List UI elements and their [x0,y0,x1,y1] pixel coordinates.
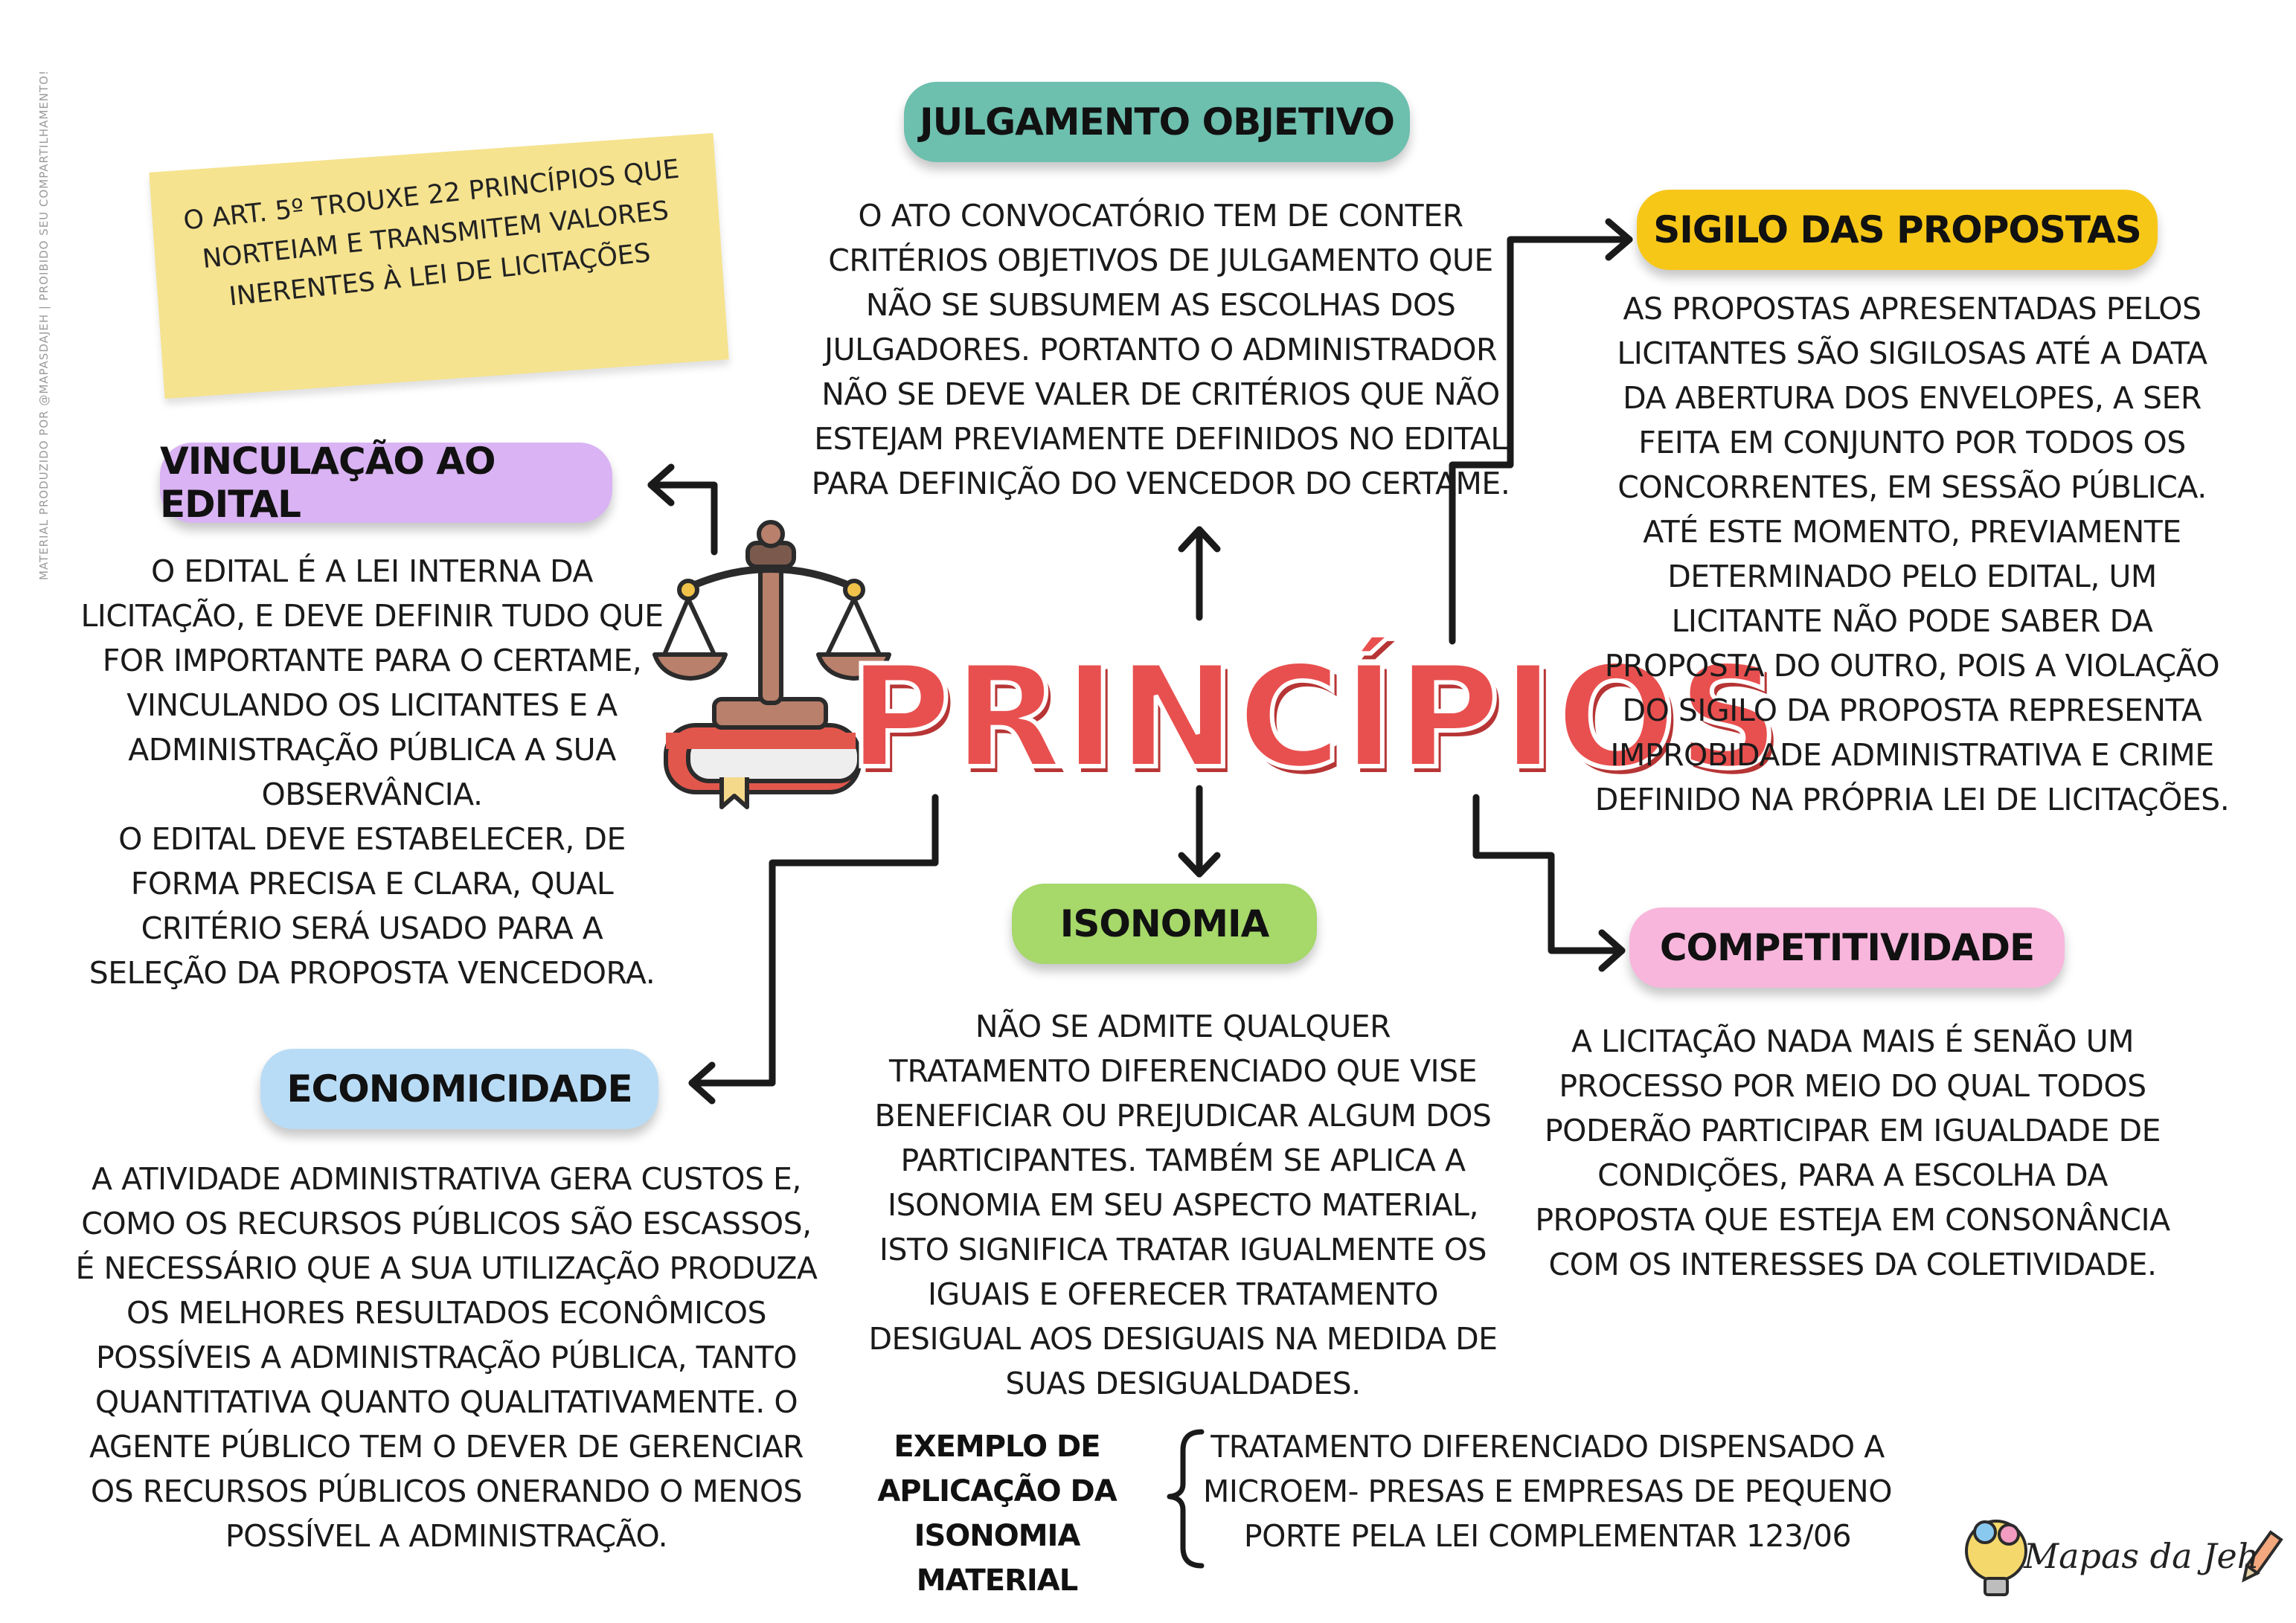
example-label [848,1424,1146,1603]
text-sigilo-das-propostas: AS PROPOSTAS APRESENTADAS PELOS LICITANTES SÃO SIGILOSAS ATÉ A DATA DA ABERTURA DOS ENVELOPES, A SER FEITA EM CONJUNTO POR TODOS OS CONCORRENTES, EM SESSÃO PÚBLICA. ATÉ ESTE MOMENTO, PREVIAMENTE DETERMINADO PELO EDITAL, UM LICITANTE NÃO PODE SABER DA PROPOSTA DO OUTRO, POIS A VIOLAÇÃO DO SIGILO DA PROPOSTA REPRESENTA IMPROBIDADE ADMINISTRATIVA E CRIME DEFINIDO NA PRÓPRIA LEI DE LICITAÇÕES. [1594,291,2230,817]
vertical-credit: MATERIAL PRODUZIDO POR @MAPASDAJEH | PROIBIDO SEU COMPARTILHAMENTO! [37,70,51,580]
text-isonomia: NÃO SE ADMITE QUALQUER TRATAMENTO DIFERENCIADO QUE VISE BENEFICIAR OU PREJUDICAR ALGUM DOS PARTICIPANTES. TAMBÉM SE APLICA A ISONOMIA EM SEU ASPECTO MATERIAL, ISTO SIGNIFICA TRATAR IGUALMENTE OS IGUAIS E OFERECER TRATAMENTO DESIGUAL AOS DESIGUAIS NA MEDIDA DE SUAS DESIGUALDADES. [868,1009,1498,1401]
brand-logo-text: Mapas da Jeh [2024,1536,2260,1576]
pill-competitividade: COMPETITIVIDADE [1629,907,2065,988]
pill-julgamento-objetivo: JULGAMENTO OBJETIVO [904,82,1410,162]
text-competitividade: A LICITAÇÃO NADA MAIS É SENÃO UM PROCESSO POR MEIO DO QUAL TODOS PODERÃO PARTICIPAR EM IGUALDADE DE CONDIÇÕES, PARA A ESCOLHA DA PROPOSTA QUE ESTEJA EM CONSONÂNCIA COM OS INTERESSES DA COLETIVIDADE. [1535,1023,2170,1282]
pill-vinculacao-ao-edital: VINCULAÇÃO AO EDITAL [160,443,612,523]
example-label-line2: APLICAÇÃO DA [877,1474,1117,1508]
text-vinculacao-ao-edital: O EDITAL É A LEI INTERNA DA LICITAÇÃO, E DEVE DEFINIR TUDO QUE FOR IMPORTANTE PARA O CERTAME, VINCULANDO OS LICITANTES E A ADMINISTRAÇÃO PÚBLICA A SUA OBSERVÂNCIA. O EDITAL DEVE ESTABELECER, DE FORMA PRECISA E CLARA, QUAL CRITÉRIO SERÁ USADO PARA A SELEÇÃO DA PROPOSTA VENCEDORA. [80,553,664,991]
lightbulb-icon [1966,1521,2026,1595]
main-title: PRINCÍPIOS [848,635,1781,800]
example-text: TRATAMENTO DIFERENCIADO DISPENSADO A MICROEM- PRESAS E EMPRESAS DE PEQUENO PORTE PELA LEI COMPLEMENTAR 123/06 [1203,1429,1892,1554]
example-label-line3: ISONOMIA MATERIAL [914,1519,1080,1598]
pill-economicidade: ECONOMICIDADE [260,1049,658,1129]
pill-sigilo-das-propostas: SIGILO DAS PROPOSTAS [1637,190,2158,270]
example-label-line1: EXEMPLO DE [894,1430,1100,1464]
text-julgamento-objetivo: O ATO CONVOCATÓRIO TEM DE CONTER CRITÉRIOS OBJETIVOS DE JULGAMENTO QUE NÃO SE SUBSUMEM AS ESCOLHAS DOS JULGADORES. PORTANTO O ADMINISTRADOR NÃO SE DEVE VALER DE CRITÉRIOS QUE NÃO ESTEJAM PREVIAMENTE DEFINIDOS NO EDITAL PARA DEFINIÇÃO DO VENCEDOR DO CERTAME. [811,198,1510,501]
example-brace [1170,1432,1202,1566]
text-economicidade: A ATIVIDADE ADMINISTRATIVA GERA CUSTOS E, COMO OS RECURSOS PÚBLICOS SÃO ESCASSOS, É NECESSÁRIO QUE A SUA UTILIZAÇÃO PRODUZA OS MELHORES RESULTADOS ECONÔMICOS POSSÍVEIS A ADMINISTRAÇÃO PÚBLICA, TANTO QUANTITATIVA QUANTO QUALITATIVAMENTE. O AGENTE PÚBLICO TEM O DEVER DE GERENCIAR OS RECURSOS PÚBLICOS ONERANDO O MENOS POSSÍVEL A ADMINISTRAÇÃO. [75,1161,818,1554]
pill-isonomia: ISONOMIA [1012,884,1317,964]
sticky-note-text: O ART. 5º TROUXE 22 PRINCÍPIOS QUE NORTEIAM E TRANSMITEM VALORES INERENTES À LEI DE LICITAÇÕES [182,154,681,312]
